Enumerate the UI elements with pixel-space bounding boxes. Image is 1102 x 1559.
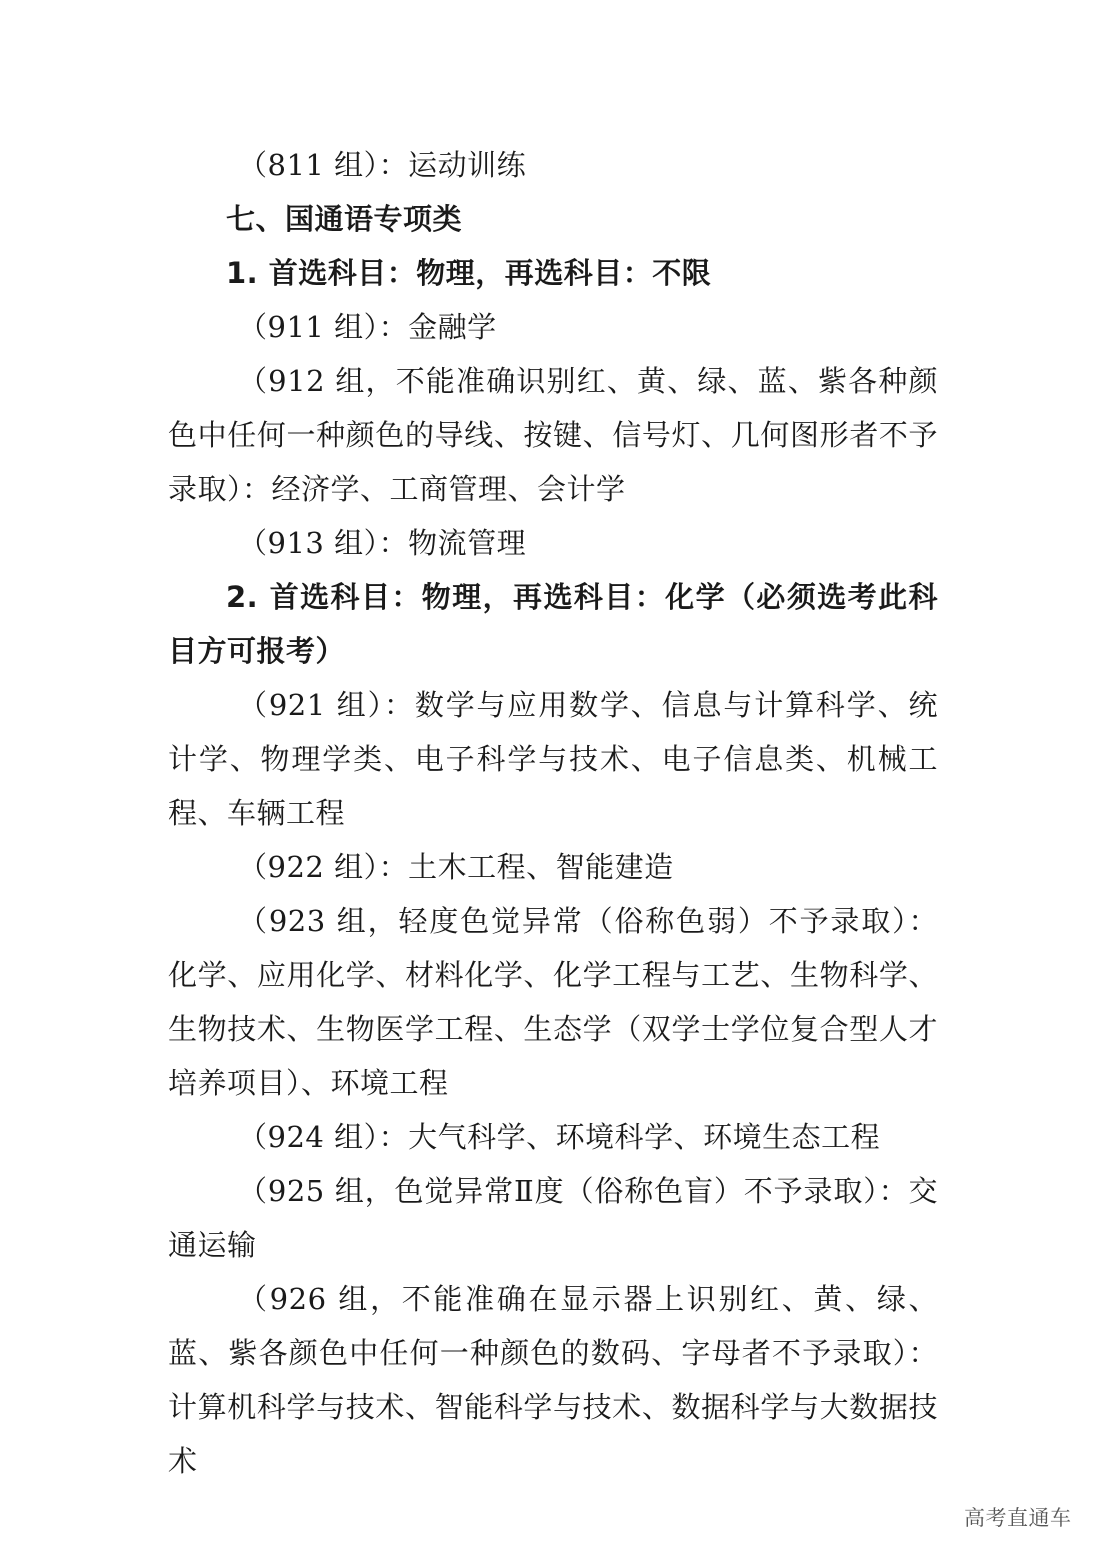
group-913-paragraph: （913 组）：物流管理 bbox=[238, 526, 527, 560]
section-heading: 七、国通语专项类 bbox=[226, 202, 463, 236]
subject-requirement-2: 2. 首选科目：物理，再选科目：化学（必须选考此科目方可报考） bbox=[168, 580, 938, 668]
group-811-paragraph: （811 组）：运动训练 bbox=[238, 148, 527, 182]
group-922-paragraph: （922 组）：土木工程、智能建造 bbox=[238, 850, 674, 884]
group-911-paragraph: （911 组）：金融学 bbox=[238, 310, 497, 344]
subject-requirement-1: 1. 首选科目：物理，再选科目：不限 bbox=[226, 256, 712, 290]
group-912-paragraph: （912 组，不能准确识别红、黄、绿、蓝、紫各种颜色中任何一种颜色的导线、按键、信号灯、几何图形者不予录取）：经济学、工商管理、会计学 bbox=[168, 364, 938, 506]
document-body bbox=[168, 138, 938, 1488]
watermark-text: 高考直通车 bbox=[964, 1506, 1072, 1530]
group-926-paragraph: （926 组，不能准确在显示器上识别红、黄、绿、蓝、紫各颜色中任何一种颜色的数码、字母者不予录取）：计算机科学与技术、智能科学与技术、数据科学与大数据技术 bbox=[168, 1282, 938, 1478]
group-923-paragraph: （923 组，轻度色觉异常（俗称色弱）不予录取）：化学、应用化学、材料化学、化学工程与工艺、生物科学、生物技术、生物医学工程、生态学（双学士学位复合型人才培养项目）、环境工程 bbox=[168, 904, 938, 1100]
group-921-paragraph: （921 组）：数学与应用数学、信息与计算科学、统计学、物理学类、电子科学与技术、电子信息类、机械工程、车辆工程 bbox=[168, 688, 938, 830]
group-925-paragraph: （925 组，色觉异常Ⅱ度（俗称色盲）不予录取）：交通运输 bbox=[168, 1174, 938, 1262]
group-924-paragraph: （924 组）：大气科学、环境科学、环境生态工程 bbox=[238, 1120, 881, 1154]
